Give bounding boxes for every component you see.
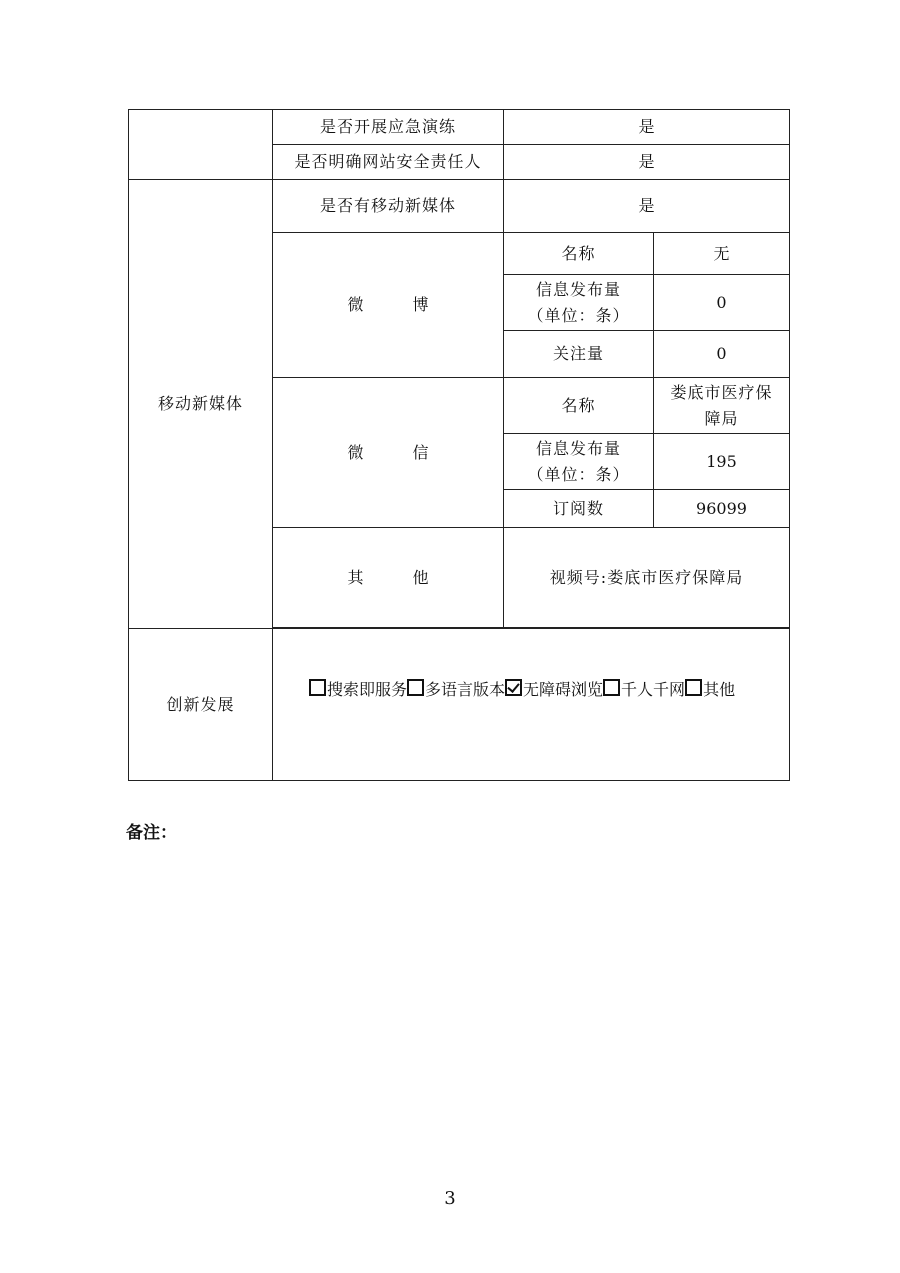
- responsible-answer: 是: [504, 145, 790, 180]
- option-label: 搜索即服务: [327, 680, 408, 699]
- media-answer: 是: [504, 180, 790, 233]
- section-security-cell: [129, 110, 273, 180]
- wechat-label: 微 信: [273, 378, 504, 528]
- option-label: 其他: [703, 680, 736, 699]
- checkbox-personalized[interactable]: [603, 679, 620, 696]
- other-label: 其 他: [273, 528, 504, 628]
- wechat-name-value: [654, 378, 790, 434]
- option-personalized[interactable]: [603, 680, 685, 699]
- drill-question: 是否开展应急演练: [273, 110, 504, 145]
- wechat-posts-label-line1: 信息发布量: [535, 438, 621, 458]
- weibo-follow-label: 关注量: [504, 331, 654, 378]
- option-label: 千人千网: [621, 680, 686, 699]
- weibo-name-label: 名称: [504, 233, 654, 275]
- weibo-label: 微 博: [273, 233, 504, 378]
- wechat-subs-value: 96099: [654, 490, 790, 528]
- weibo-posts-label-line2: （单位：条）: [527, 305, 630, 325]
- option-label: 无障碍浏览: [523, 680, 604, 699]
- wechat-name-line2: 障局: [704, 408, 739, 428]
- page-number: 3: [444, 1188, 456, 1209]
- other-value: 视频号:娄底市医疗保障局: [504, 528, 790, 628]
- wechat-subs-label: 订阅数: [504, 490, 654, 528]
- weibo-posts-label-line1: 信息发布量: [535, 279, 621, 299]
- innovation-label: 创新发展: [129, 629, 273, 781]
- media-question: 是否有移动新媒体: [273, 180, 504, 233]
- checkbox-other[interactable]: [685, 679, 702, 696]
- wechat-posts-value: 195: [654, 434, 790, 490]
- checkbox-accessibility[interactable]: [505, 679, 522, 696]
- option-multilanguage[interactable]: [407, 680, 505, 699]
- report-table: [128, 109, 790, 781]
- weibo-name-value: 无: [654, 233, 790, 275]
- responsible-question: 是否明确网站安全责任人: [273, 145, 504, 180]
- innovation-options: [273, 629, 790, 781]
- wechat-posts-label: [504, 434, 654, 490]
- weibo-follow-value: 0: [654, 331, 790, 378]
- option-label: 多语言版本: [425, 680, 506, 699]
- wechat-name-label: 名称: [504, 378, 654, 434]
- weibo-posts-label: [504, 275, 654, 331]
- option-accessibility[interactable]: [505, 680, 603, 699]
- remark-label: 备注：: [126, 823, 177, 843]
- option-search-service[interactable]: [309, 680, 407, 699]
- weibo-posts-value: 0: [654, 275, 790, 331]
- wechat-posts-label-line2: （单位：条）: [527, 464, 630, 484]
- wechat-name-line1: 娄底市医疗保: [670, 382, 773, 402]
- option-other[interactable]: [685, 680, 735, 699]
- checkbox-multilanguage[interactable]: [407, 679, 424, 696]
- section-mobile-label: 移动新媒体: [129, 180, 273, 629]
- checkbox-search-service[interactable]: [309, 679, 326, 696]
- drill-answer: 是: [504, 110, 790, 145]
